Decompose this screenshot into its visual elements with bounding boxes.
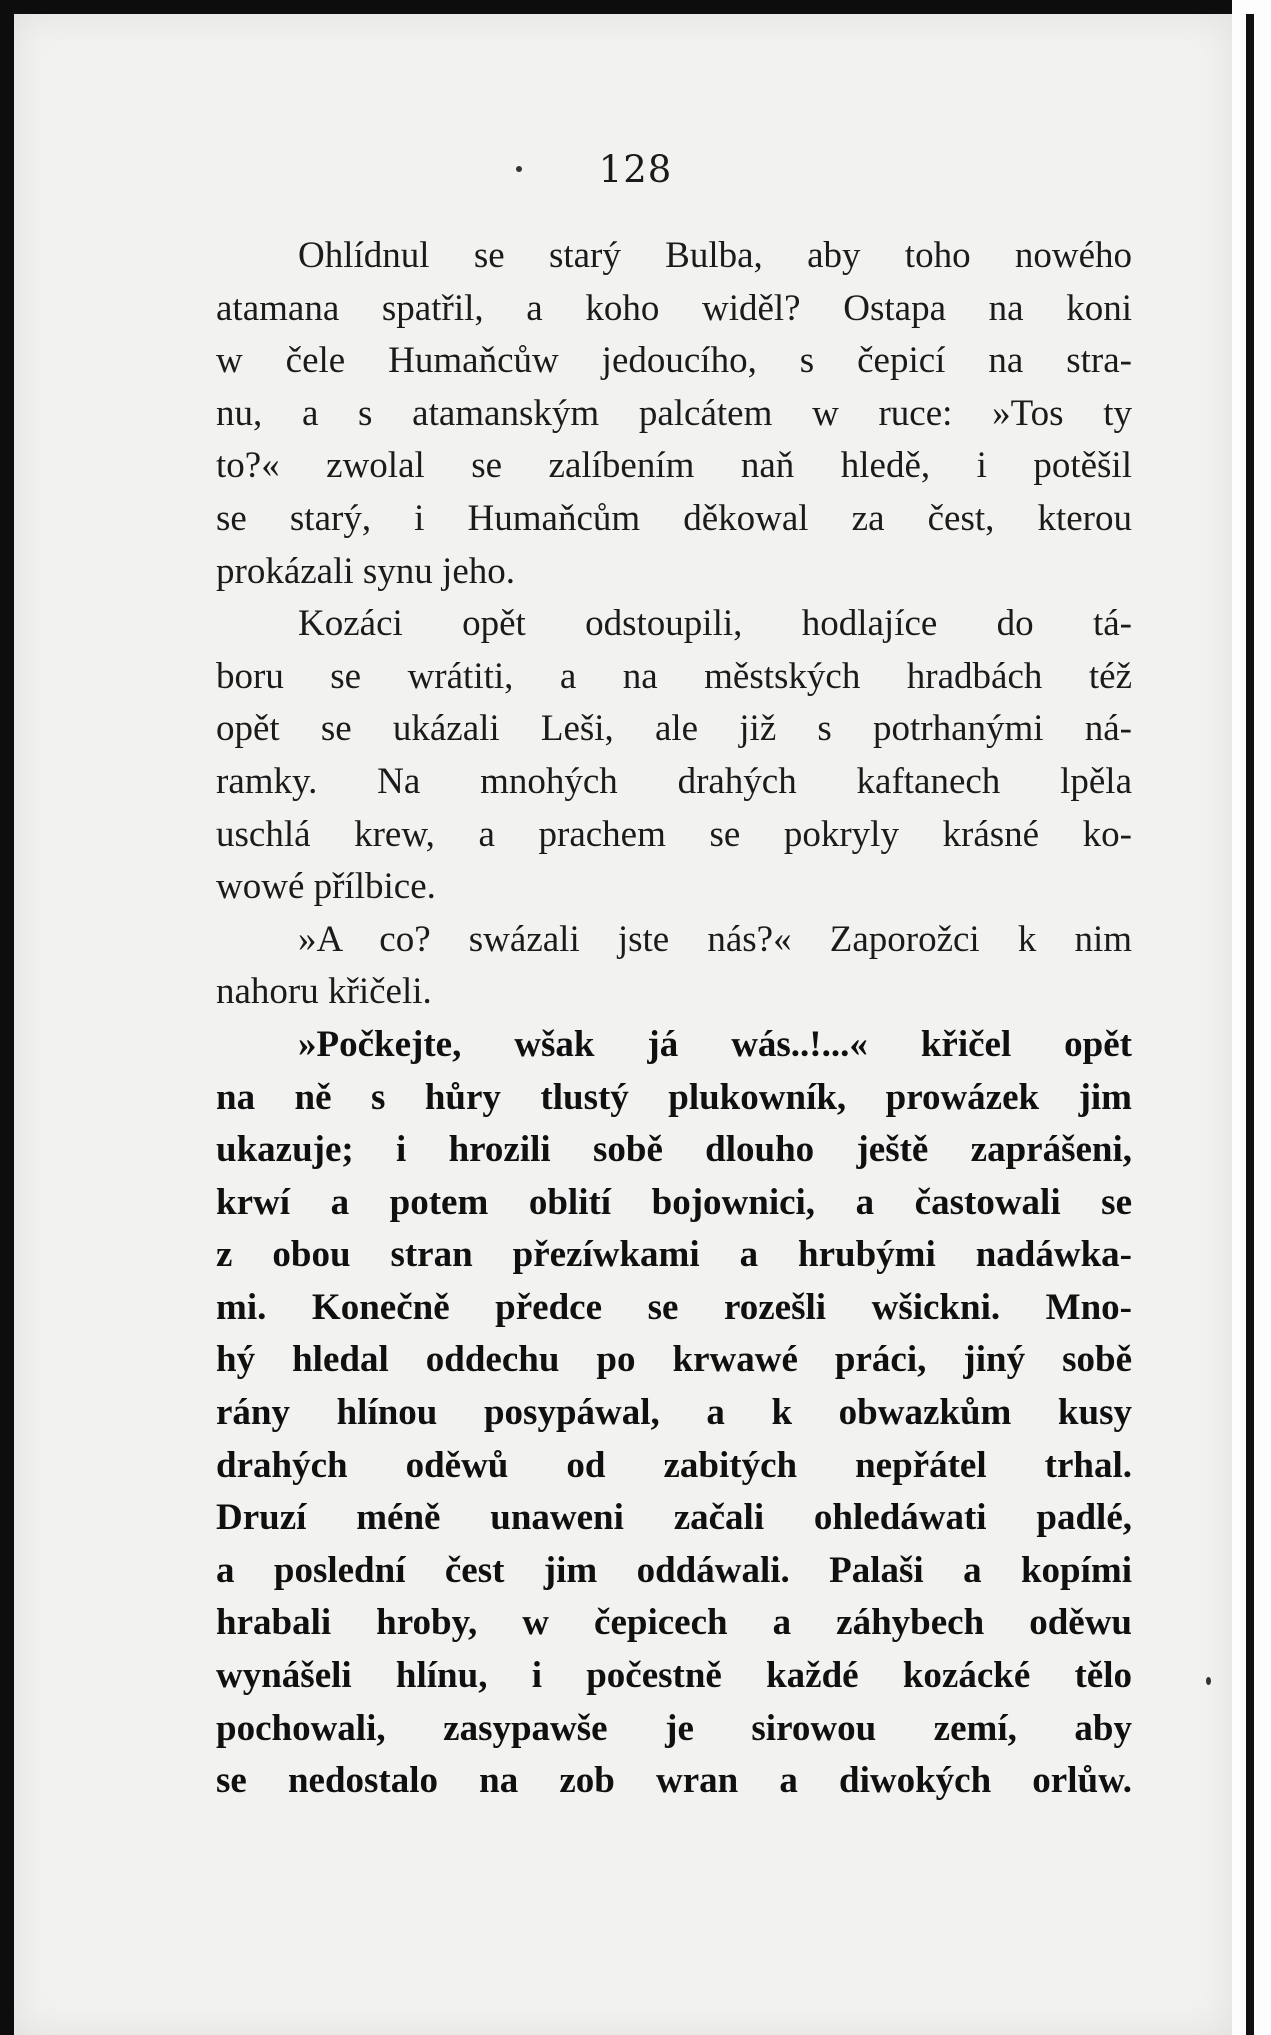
text-line: pochowali, zasypawše je sirowou zemí, aby — [216, 1707, 1132, 1749]
text-line: boru se wrátiti, a na městských hradbách též — [216, 655, 1132, 697]
page-edge-rule — [1246, 14, 1254, 2035]
text-line: mi. Konečně předce se rozešli wšickni. Mno- — [216, 1286, 1132, 1328]
text-line: ukazuje; i hrozili sobě dlouho ještě zaprášeni, — [216, 1129, 1132, 1171]
text-line: hý hledal oddechu po krwawé práci, jiný sobě — [216, 1339, 1132, 1381]
text-line: z obou stran přezíwkami a hrubými nadáwka- — [216, 1234, 1132, 1276]
text-line: Ohlídnul se starý Bulba, aby toho nowého — [298, 235, 1132, 276]
text-line: atamana spatřil, a koho widěl? Ostapa na koni — [216, 287, 1132, 329]
text-line: nahoru křičeli. — [216, 971, 432, 1013]
text-line: hrabali hroby, w čepicech a záhybech oděwu — [216, 1602, 1132, 1644]
text-line: se starý, i Humaňcům děkowal za čest, kterou — [216, 497, 1132, 539]
text-line: wynášeli hlínu, i počestně každé kozácké tělo — [216, 1655, 1132, 1697]
text-line: »Počkejte, wšak já wás..!...« křičel opět — [298, 1023, 1132, 1065]
text-line: rány hlínou posypáwal, a k obwazkům kusy — [216, 1392, 1132, 1434]
text-line: ramky. Na mnohých drahých kaftanech lpěla — [216, 760, 1132, 802]
text-line: na ně s hůry tlustý plukowník, prowázek jim — [216, 1076, 1132, 1118]
text-line: Kozáci opět odstoupili, hodlajíce do tá- — [298, 603, 1132, 645]
page-number: 128 — [598, 148, 673, 191]
text-line: se nedostalo na zob wran a diwokých orlůw. — [216, 1760, 1132, 1802]
body-text — [216, 230, 1132, 1808]
speck-mark — [1206, 1677, 1211, 1685]
text-line: nu, a s atamanským palcátem w ruce: »Tos ty — [216, 392, 1132, 434]
text-line: to?« zwolal se zalíbením naň hledě, i potěšil — [216, 445, 1132, 487]
text-line: krwí a potem oblití bojownici, a častowali se — [216, 1181, 1132, 1223]
text-line: uschlá krew, a prachem se pokryly krásné ko- — [216, 813, 1132, 855]
text-line: prokázali synu jeho. — [216, 550, 515, 592]
text-line: Druzí méně unaweni začali ohledáwati padlé, — [216, 1497, 1132, 1539]
text-line: w čele Humaňcůw jedoucího, s čepicí na stra- — [216, 340, 1132, 382]
text-line: opět se ukázali Leši, ale již s potrhanými ná- — [216, 708, 1132, 750]
text-line: »A co? swázali jste nás?« Zaporožci k nim — [298, 918, 1132, 960]
text-line: wowé přílbice. — [216, 866, 436, 908]
text-line: drahých oděwů od zabitých nepřátel trhal. — [216, 1444, 1132, 1486]
text-line: a poslední čest jim oddáwali. Palaši a kopími — [216, 1549, 1132, 1591]
